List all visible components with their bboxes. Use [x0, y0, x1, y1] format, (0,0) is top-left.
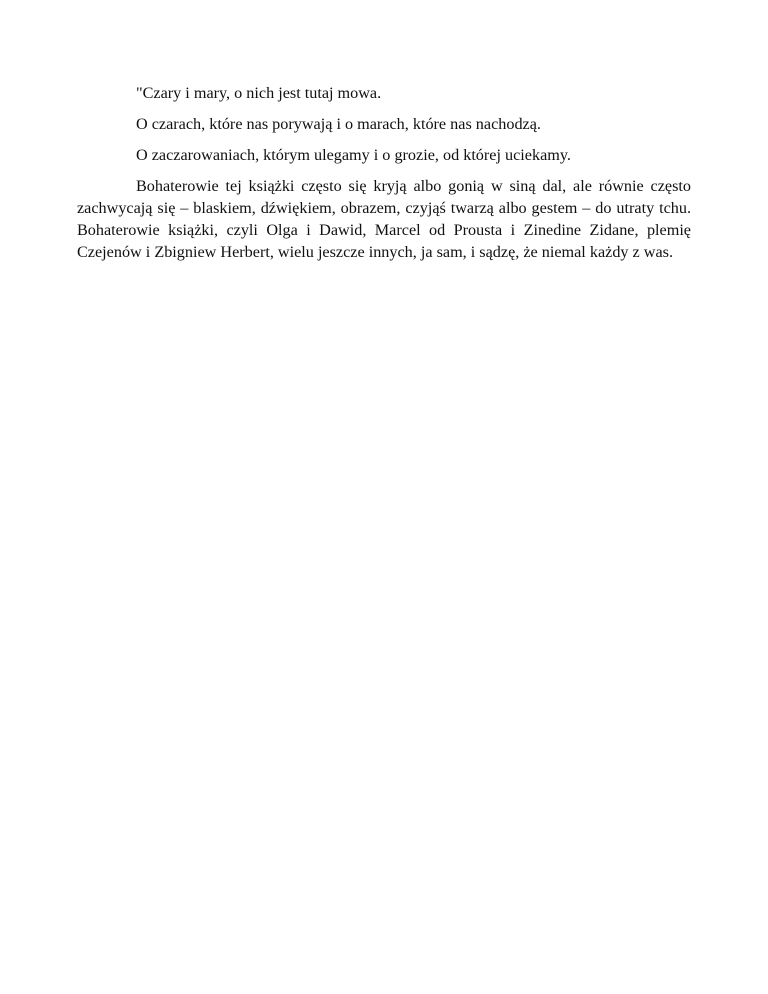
paragraph-2: O czarach, które nas porywają i o marach, które nas nachodzą. — [136, 115, 541, 133]
document-body — [77, 82, 691, 272]
paragraph-4: Bohaterowie tej książki często się kryją albo gonią w siną dal, ale równie często zachwycają się – blaskiem, dźwiękiem, obrazem, czyjąś twarzą albo gestem – do utraty tchu. Bohaterowie książki, czyli Olga i Dawid, Marcel od Prousta i Zinedine Zidane, plemię Czejenów i Zbigniew Herbert, wielu jeszcze innych, ja sam, i sądzę, że niemal każdy z was. — [77, 177, 691, 261]
paragraph-1: "Czary i mary, o nich jest tutaj mowa. — [136, 84, 382, 102]
paragraph-3: O zaczarowaniach, którym ulegamy i o grozie, od której uciekamy. — [136, 146, 571, 164]
